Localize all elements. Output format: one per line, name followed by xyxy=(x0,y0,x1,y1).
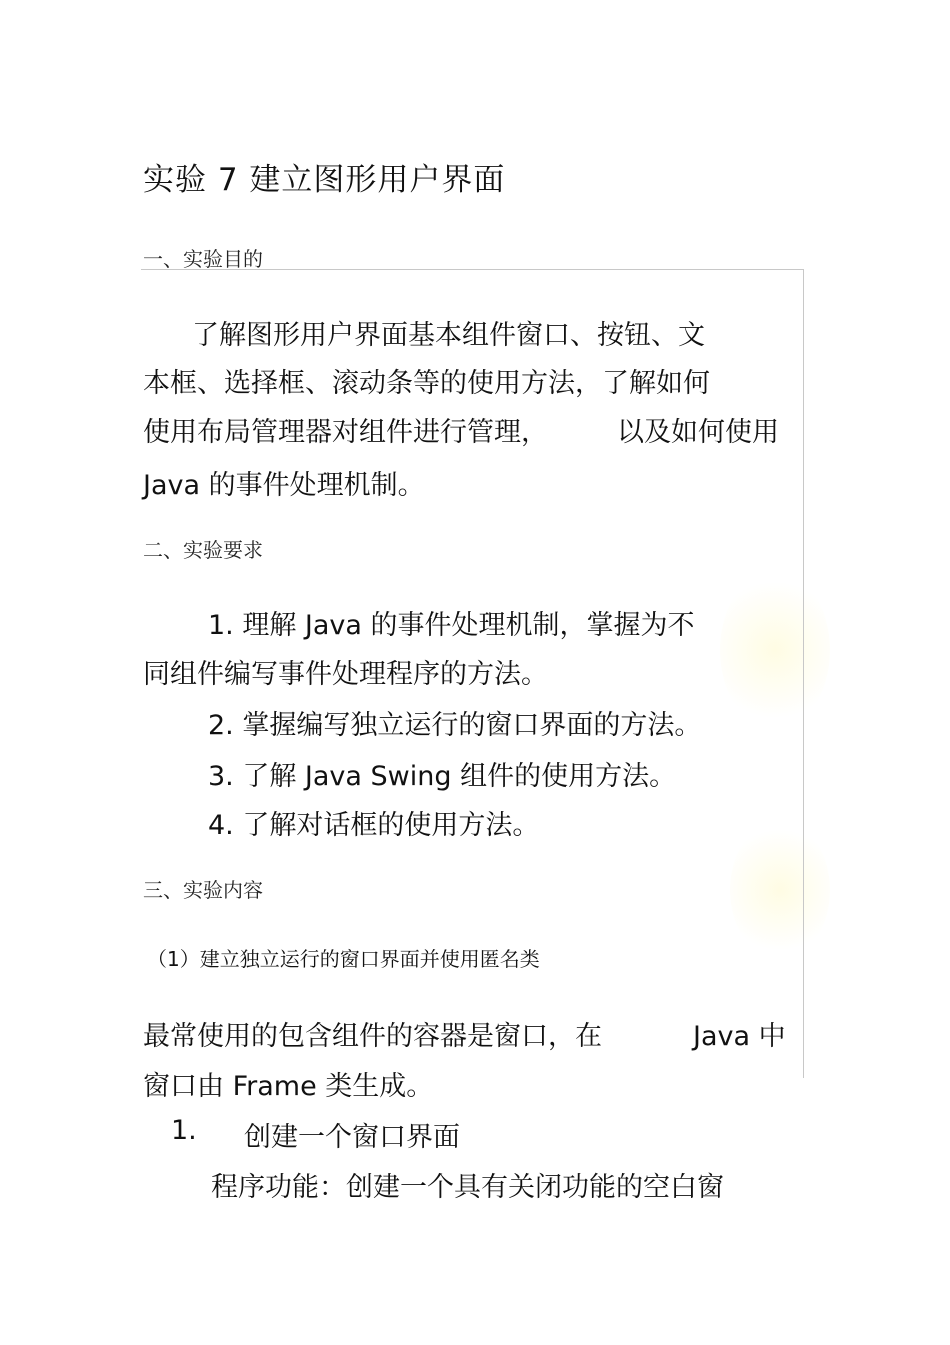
purpose-line-2: 本框、选择框、滚动条等的使用方法，了解如何 xyxy=(143,368,710,399)
purpose-line-4: Java 的事件处理机制。 xyxy=(143,470,425,501)
list-item-text: 创建一个窗口界面 xyxy=(244,1122,460,1153)
section-heading-purpose: 一、实验目的 xyxy=(143,247,263,271)
requirement-1a: 1. 理解 Java 的事件处理机制，掌握为不 xyxy=(208,610,695,641)
purpose-line-3a: 使用布局管理器对组件进行管理， xyxy=(143,417,548,448)
requirement-3: 3. 了解 Java Swing 组件的使用方法。 xyxy=(208,761,677,792)
page-title: 实验 7 建立图形用户界面 xyxy=(143,162,506,198)
purpose-line-3b: 以及如何使用 xyxy=(617,417,779,448)
requirement-4: 4. 了解对话框的使用方法。 xyxy=(208,810,540,841)
requirement-2: 2. 掌握编写独立运行的窗口界面的方法。 xyxy=(208,710,702,741)
content-para-1a: 最常使用的包含组件的容器是窗口，在 xyxy=(143,1021,602,1052)
content-para-1b: Java 中 xyxy=(693,1021,786,1052)
content-para-3: 程序功能：创建一个具有关闭功能的空白窗 xyxy=(211,1172,724,1203)
content-para-2: 窗口由 Frame 类生成。 xyxy=(143,1071,434,1102)
section-heading-content: 三、实验内容 xyxy=(143,878,263,902)
list-item-number: 1. xyxy=(171,1115,197,1146)
requirement-1b: 同组件编写事件处理程序的方法。 xyxy=(143,659,548,690)
section-heading-requirements: 二、实验要求 xyxy=(143,538,263,562)
purpose-line-1: 了解图形用户界面基本组件窗口、按钮、文 xyxy=(192,320,705,351)
content-subheading: （1）建立独立运行的窗口界面并使用匿名类 xyxy=(147,947,540,971)
